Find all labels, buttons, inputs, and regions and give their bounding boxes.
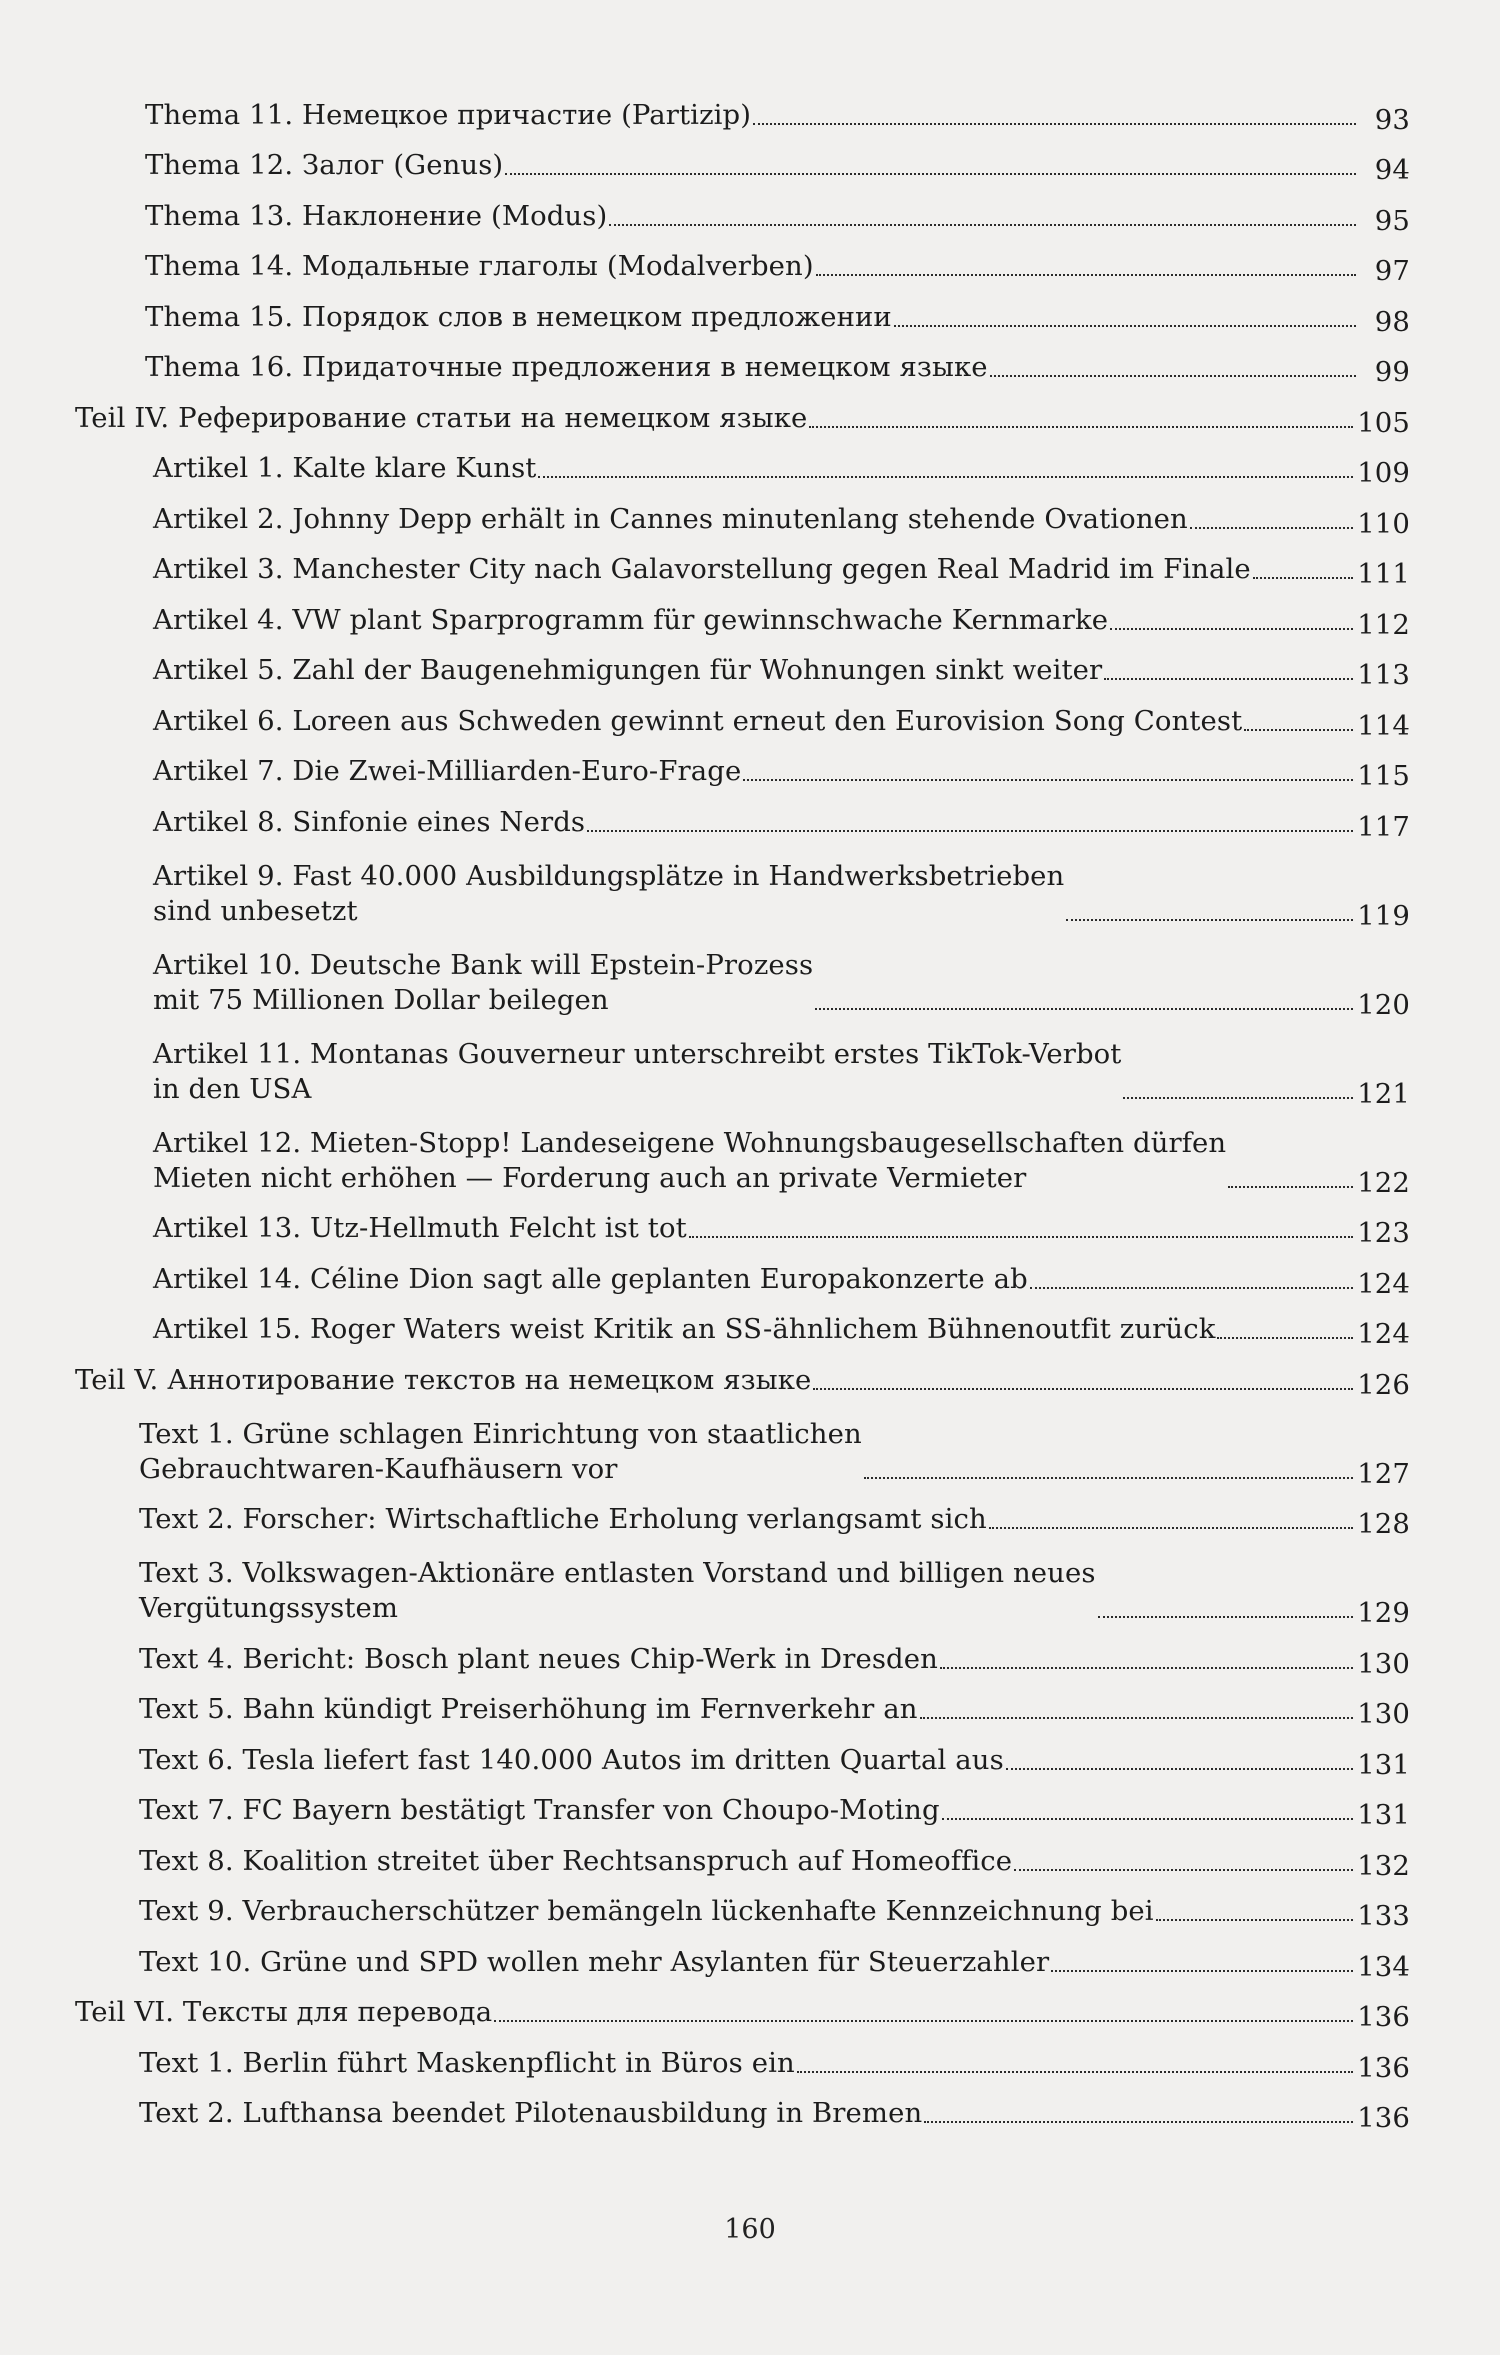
toc-entry [75, 1677, 1410, 1728]
toc-entry [75, 739, 1410, 790]
toc-entry-title-line: Artikel 14. Céline Dion sagt alle geplanten Europakonzerte ab [153, 1262, 1028, 1295]
toc-entry-page-number: 111 [1357, 558, 1410, 590]
toc-entry-title-line: Artikel 5. Zahl der Baugenehmigungen für Wohnungen sinkt weiter [153, 654, 1103, 686]
dot-leader [1066, 919, 1353, 921]
toc-entry-page-number: 113 [1357, 659, 1410, 691]
toc-entry-title [139, 1793, 940, 1828]
toc-entry-title-line: Text 4. Bericht: Bosch plant neues Chip-Werk in Dresden [139, 1642, 938, 1675]
toc-entry [75, 1929, 1410, 1983]
toc-entry-page-number: 134 [1357, 1950, 1410, 1983]
toc-entry-title [153, 552, 1251, 587]
dot-leader [1190, 527, 1353, 529]
toc-entry-title [139, 2096, 922, 2131]
toc-entry [75, 284, 1410, 338]
dot-leader [942, 1818, 1354, 1820]
toc-entry-page-number: 93 [1374, 103, 1410, 136]
toc-entry-title-line: Text 8. Koalition streitet über Rechtsanspruch auf Homeoffice [139, 1844, 1013, 1877]
toc-entry-page-number: 119 [1357, 899, 1410, 932]
toc-entry-title-line: Text 9. Verbraucherschützer bemängeln lückenhafte Kennzeichnung bei [139, 1895, 1154, 1927]
toc-entry-title-line: sind unbesetzt [153, 894, 358, 927]
toc-entry-page-number: 120 [1357, 988, 1410, 1021]
toc-entry-title-line: Artikel 2. Johnny Depp erhält in Cannes minutenlang stehende Ovationen [153, 502, 1188, 535]
toc-entry-page-number: 136 [1357, 2102, 1410, 2134]
toc-entry [75, 1980, 1410, 2031]
dot-leader [1253, 577, 1353, 579]
toc-entry [75, 1347, 1410, 1401]
toc-entry [75, 1297, 1410, 1348]
toc-entry [75, 82, 1410, 136]
toc-entry-title-line: Artikel 3. Manchester City nach Galavorstellung gegen Real Madrid im Finale [153, 553, 1251, 585]
dot-leader [815, 1008, 1353, 1010]
toc-entry-title-line: Gebrauchtwaren-Kaufhäusern vor [139, 1452, 618, 1485]
toc-entry-title [139, 1743, 1004, 1778]
toc-entry-page-number: 97 [1374, 255, 1410, 287]
dot-leader [1030, 1287, 1353, 1289]
toc-entry [75, 840, 1410, 932]
dot-leader [1244, 729, 1353, 731]
toc-entry [75, 587, 1410, 641]
toc-entry [75, 1107, 1410, 1199]
toc-entry-title [75, 1995, 492, 2030]
toc-entry-title [153, 1211, 687, 1246]
toc-entry-title [153, 948, 813, 1018]
dot-leader [989, 1527, 1353, 1529]
toc-entry-title-line: Thema 15. Порядок слов в немецком предложении [145, 300, 892, 333]
toc-entry-page-number: 130 [1357, 1647, 1410, 1680]
dot-leader [816, 274, 1356, 276]
page-number: 160 [724, 2214, 776, 2245]
toc-entry [75, 688, 1410, 742]
toc-entry [75, 335, 1410, 386]
toc-entry-title [75, 401, 807, 436]
dot-leader [920, 1717, 1354, 1719]
dot-leader [1123, 1097, 1353, 1099]
toc-entry-title-line: Artikel 6. Loreen aus Schweden gewinnt erneut den Eurovision Song Contest [153, 704, 1243, 737]
toc-entry-title [139, 2046, 795, 2081]
dot-leader [1006, 1768, 1353, 1770]
toc-entry [75, 234, 1410, 285]
toc-entry [75, 929, 1410, 1021]
toc-entry-page-number: 109 [1357, 457, 1410, 489]
toc-entry-page-number: 112 [1357, 608, 1410, 641]
toc-entry-title-line: Thema 11. Немецкое причастие (Partizip) [145, 98, 752, 131]
toc-entry-title-line: Artikel 1. Kalte klare Kunst [153, 452, 537, 484]
dot-leader [1051, 1970, 1353, 1972]
toc-entry-title-line: Vergütungssystem [139, 1592, 399, 1624]
toc-entry-page-number: 95 [1374, 204, 1410, 237]
toc-entry-title-line: Text 1. Grüne schlagen Einrichtung von staatlichen [139, 1417, 862, 1450]
toc-entry-title-line: Text 2. Lufthansa beendet Pilotenausbildung in Bremen [139, 2097, 923, 2129]
toc-entry-page-number: 129 [1357, 1597, 1410, 1629]
toc-entry [75, 1018, 1410, 1110]
toc-entry [75, 1778, 1410, 1829]
toc-entry-title [153, 805, 585, 840]
toc-entry-title [139, 1556, 1096, 1626]
toc-entry [75, 133, 1410, 184]
toc-entry-title [153, 754, 741, 789]
toc-entry-title-line: Thema 16. Придаточные предложения в немецком языке [145, 351, 988, 383]
toc-entry-page-number: 128 [1357, 1508, 1410, 1540]
toc-entry-page-number: 121 [1357, 1077, 1410, 1110]
toc-entry-page-number: 130 [1357, 1698, 1410, 1730]
dot-leader [587, 830, 1353, 832]
toc-entry-title [145, 300, 892, 335]
dot-leader [1098, 1616, 1354, 1618]
toc-entry-title-line: Thema 13. Наклонение (Modus) [145, 199, 608, 232]
toc-entry-title-line: Teil VI. Тексты для перевода [75, 1996, 493, 2028]
dot-leader [864, 1477, 1353, 1479]
toc-entry-title [139, 1945, 1049, 1980]
toc-entry-title-line: Artikel 15. Roger Waters weist Kritik an SS-ähnlichem Bühnenoutfit zurück [153, 1313, 1216, 1345]
table-of-contents [75, 82, 1410, 2134]
toc-entry-title-line: Text 1. Berlin führt Maskenpflicht in Büros ein [139, 2046, 795, 2079]
toc-entry-title [145, 199, 607, 234]
toc-entry-title-line: Artikel 8. Sinfonie eines Nerds [153, 805, 586, 838]
toc-entry-page-number: 110 [1357, 507, 1410, 540]
toc-entry-title [145, 148, 503, 183]
dot-leader [538, 476, 1353, 478]
dot-leader [1156, 1919, 1354, 1921]
toc-entry [75, 2081, 1410, 2132]
dot-leader [809, 426, 1353, 428]
toc-entry-page-number: 98 [1374, 305, 1410, 338]
toc-entry-title-line: in den USA [153, 1072, 312, 1105]
toc-entry [75, 1487, 1410, 1538]
dot-leader [609, 224, 1356, 226]
toc-entry-title-line: mit 75 Millionen Dollar beilegen [153, 983, 609, 1016]
toc-entry-title [145, 249, 814, 284]
toc-entry-title-line: Thema 14. Модальные глаголы (Modalverben) [145, 250, 814, 282]
toc-entry-title [139, 1502, 987, 1537]
toc-entry [75, 183, 1410, 237]
toc-entry-page-number: 126 [1357, 1368, 1410, 1401]
toc-entry-title [153, 603, 1108, 638]
toc-entry-title-line: Artikel 11. Montanas Gouverneur unterschreibt erstes TikTok-Verbot [153, 1037, 1122, 1070]
toc-entry-title [139, 1417, 862, 1487]
toc-entry-page-number: 124 [1357, 1318, 1410, 1350]
toc-entry-title [153, 502, 1188, 537]
dot-leader [743, 779, 1353, 781]
toc-entry-title-line: Artikel 4. VW plant Sparprogramm für gewinnschwache Kernmarke [153, 603, 1109, 636]
toc-entry-page-number: 99 [1374, 356, 1410, 388]
dot-leader [1228, 1186, 1353, 1188]
toc-entry-page-number: 123 [1357, 1217, 1410, 1249]
toc-entry [75, 2030, 1410, 2084]
dot-leader [797, 2071, 1353, 2073]
toc-entry-title [153, 1312, 1215, 1347]
toc-entry-title [139, 1692, 918, 1727]
toc-entry-title-line: Thema 12. Залог (Genus) [145, 149, 504, 181]
toc-entry-title [153, 653, 1102, 688]
toc-entry-page-number: 114 [1357, 709, 1410, 742]
toc-entry [75, 537, 1410, 588]
toc-entry-title-line: Artikel 12. Mieten-Stopp! Landeseigene Wohnungsbaugesellschaften dürfen [153, 1126, 1227, 1159]
toc-entry [75, 638, 1410, 689]
toc-entry-title-line: Text 5. Bahn kündigt Preiserhöhung im Fernverkehr an [139, 1693, 918, 1725]
toc-entry-title [153, 859, 1064, 929]
dot-leader [689, 1236, 1353, 1238]
toc-entry-title-line: Text 7. FC Bayern bestätigt Transfer von Choupo-Moting [139, 1794, 940, 1826]
dot-leader [990, 375, 1356, 377]
dot-leader [1014, 1869, 1353, 1871]
toc-entry-title-line: Text 6. Tesla liefert fast 140.000 Autos im dritten Quartal aus [139, 1743, 1004, 1776]
dot-leader [924, 2121, 1353, 2123]
dot-leader [1104, 678, 1353, 680]
toc-entry-title [153, 704, 1242, 739]
toc-entry-title [75, 1363, 811, 1398]
toc-entry-title [139, 1844, 1012, 1879]
toc-entry [75, 486, 1410, 540]
toc-entry-page-number: 131 [1357, 1748, 1410, 1781]
toc-entry [75, 1398, 1410, 1490]
toc-entry-title [153, 451, 536, 486]
toc-entry-title [145, 98, 751, 133]
toc-entry-page-number: 105 [1357, 406, 1410, 439]
toc-entry [75, 1537, 1410, 1629]
toc-entry-title-line: Artikel 10. Deutsche Bank will Epstein-Prozess [153, 948, 814, 981]
toc-entry-title-line: Teil V. Аннотирование текстов на немецком языке [75, 1363, 812, 1396]
toc-entry [75, 385, 1410, 439]
toc-entry [75, 789, 1410, 843]
toc-entry-title-line: Artikel 9. Fast 40.000 Ausbildungsplätze in Handwerksbetrieben [153, 859, 1065, 892]
toc-entry-page-number: 136 [1357, 2051, 1410, 2084]
toc-entry-page-number: 136 [1357, 2001, 1410, 2033]
toc-entry-page-number: 131 [1357, 1799, 1410, 1831]
toc-entry [75, 1828, 1410, 1882]
toc-entry-title-line: Text 3. Volkswagen-Aktionäre entlasten Vorstand und billigen neues [139, 1557, 1096, 1589]
toc-entry [75, 1196, 1410, 1247]
toc-entry [75, 1246, 1410, 1300]
dot-leader [894, 325, 1356, 327]
dot-leader [505, 173, 1356, 175]
toc-entry [75, 1727, 1410, 1781]
toc-entry-page-number: 115 [1357, 760, 1410, 792]
toc-entry-title [145, 350, 988, 385]
toc-entry [75, 436, 1410, 487]
dot-leader [753, 123, 1356, 125]
toc-entry-title-line: Artikel 7. Die Zwei-Milliarden-Euro-Frage [153, 755, 742, 787]
toc-entry-title [139, 1894, 1154, 1929]
toc-entry-title-line: Teil IV. Реферирование статьи на немецком языке [75, 401, 808, 434]
toc-entry-title-line: Mieten nicht erhöhen — Forderung auch an private Vermieter [153, 1161, 1027, 1194]
dot-leader [940, 1667, 1353, 1669]
dot-leader [1217, 1337, 1353, 1339]
toc-entry-page-number: 133 [1357, 1900, 1410, 1932]
toc-entry-title [153, 1262, 1028, 1297]
toc-entry-title-line: Text 2. Forscher: Wirtschaftliche Erholung verlangsamt sich [139, 1503, 987, 1535]
dot-leader [813, 1388, 1353, 1390]
toc-entry-title-line: Artikel 13. Utz-Hellmuth Felcht ist tot [153, 1212, 687, 1244]
toc-entry-page-number: 117 [1357, 810, 1410, 843]
toc-entry-title [153, 1126, 1226, 1196]
toc-entry-title-line: Text 10. Grüne und SPD wollen mehr Asylanten für Steuerzahler [139, 1945, 1050, 1978]
toc-entry-title [139, 1642, 938, 1677]
toc-entry-page-number: 94 [1374, 154, 1410, 186]
toc-entry-page-number: 132 [1357, 1849, 1410, 1882]
toc-entry-title [153, 1037, 1121, 1107]
toc-entry-page-number: 127 [1357, 1457, 1410, 1490]
toc-entry [75, 1626, 1410, 1680]
toc-entry-page-number: 124 [1357, 1267, 1410, 1300]
toc-entry [75, 1879, 1410, 1930]
dot-leader [1110, 628, 1353, 630]
toc-entry-page-number: 122 [1357, 1166, 1410, 1199]
dot-leader [494, 2020, 1353, 2022]
